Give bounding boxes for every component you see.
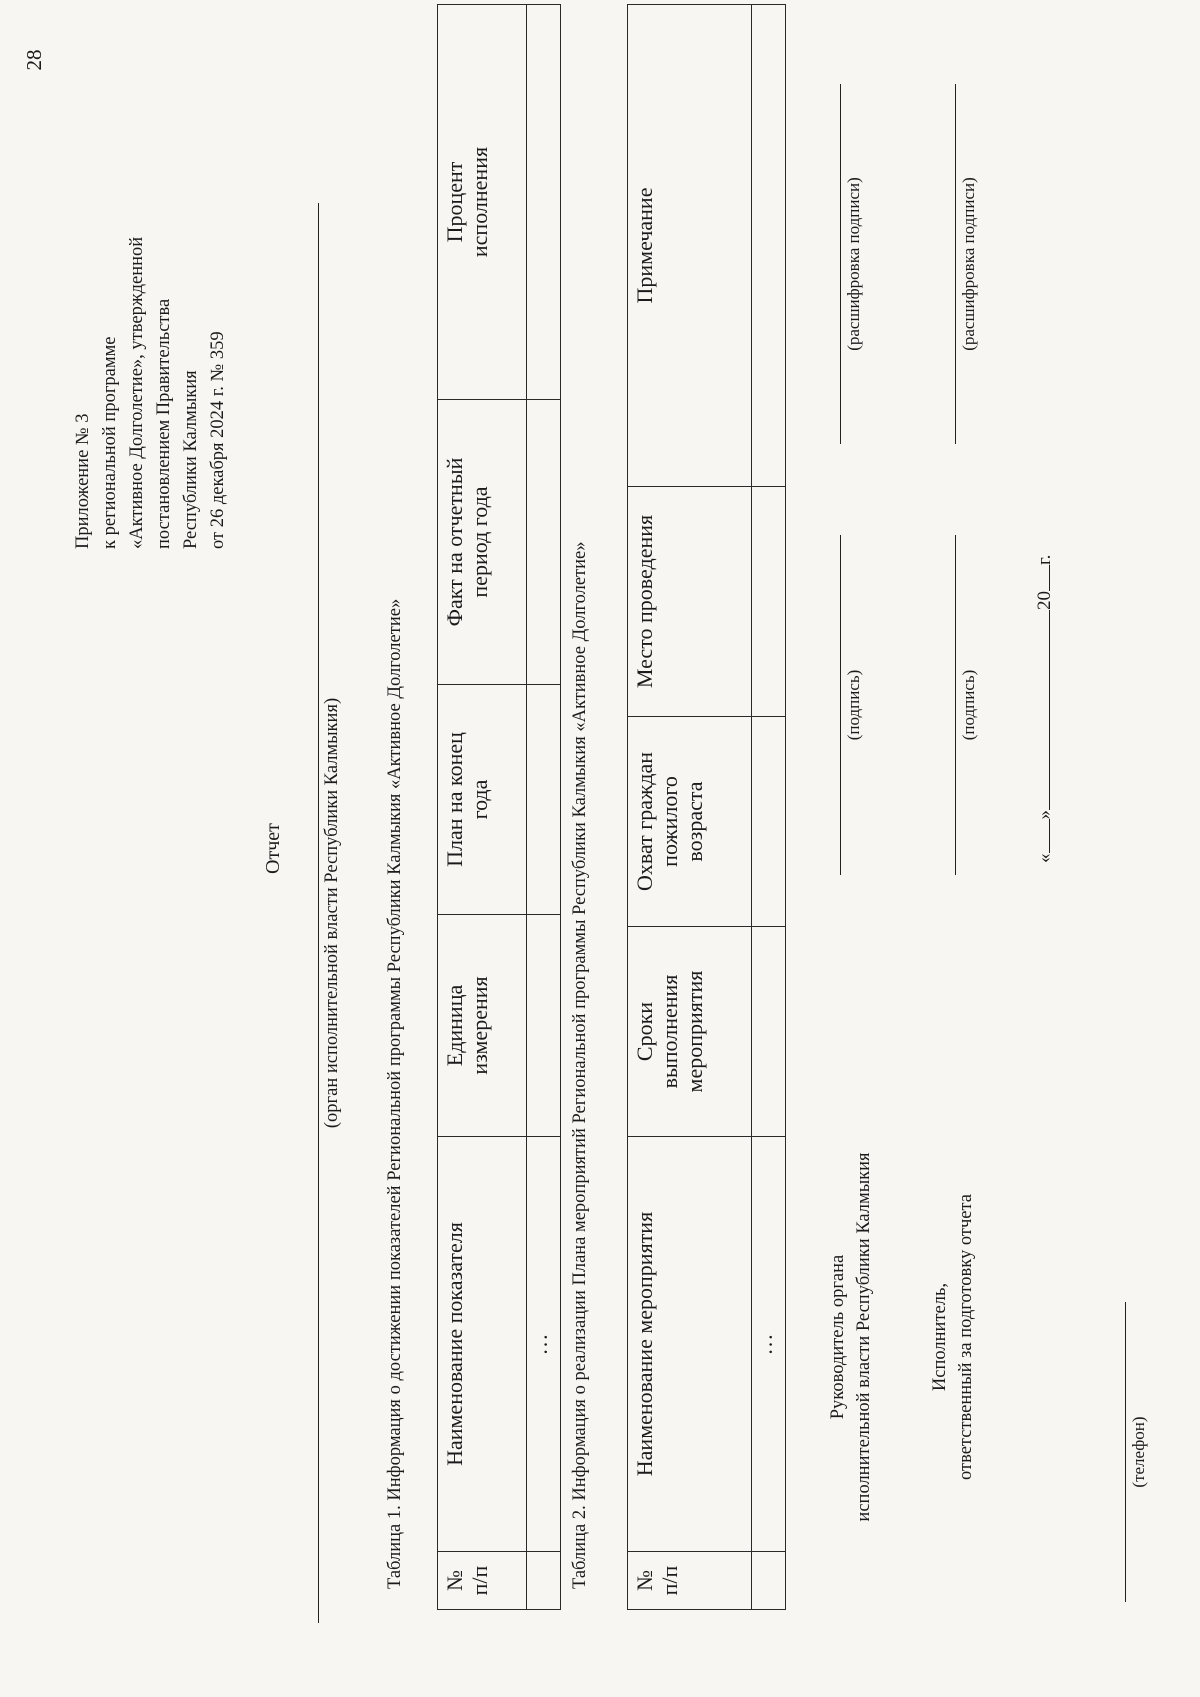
year-suffix: г. xyxy=(1034,554,1055,565)
column-header-note: Примечание xyxy=(628,5,752,487)
table1-caption: Таблица 1. Информация о достижении показателей Региональной программы Республики Калмыкия «Активное Долголетие» xyxy=(385,598,405,1589)
phone-line xyxy=(1125,1302,1126,1602)
table-cell xyxy=(752,1552,786,1610)
date-close-quote: » xyxy=(1034,810,1055,820)
activities-table xyxy=(627,4,786,1610)
appendix-line: постановлением Правительства xyxy=(154,298,174,549)
table-cell: … xyxy=(527,1137,561,1552)
month-blank xyxy=(1030,610,1050,810)
table-row xyxy=(527,5,561,1610)
executor-signature-line xyxy=(955,535,956,875)
table-cell xyxy=(527,685,561,915)
column-header-indicator-name: Наименование показателя xyxy=(438,1137,527,1552)
column-header-deadlines: Сроки выполнения мероприятия xyxy=(628,927,752,1137)
appendix-block xyxy=(70,29,232,549)
executor-signature-caption: (подпись) xyxy=(959,669,978,741)
head-decode-caption: (расшифровка подписи) xyxy=(844,177,863,351)
column-header-unit: Единица измерения xyxy=(438,915,527,1137)
table-cell: … xyxy=(752,1137,786,1552)
table-row xyxy=(752,5,786,1610)
executor-decode-line xyxy=(955,84,956,444)
document-title: Отчет xyxy=(262,823,284,874)
executor-decode-caption: (расшифровка подписи) xyxy=(959,177,978,351)
table-cell xyxy=(527,400,561,685)
table-cell xyxy=(752,487,786,717)
table-cell xyxy=(527,5,561,400)
table-header-row xyxy=(438,5,527,1610)
head-signature-line xyxy=(840,535,841,875)
organ-caption: (орган исполнительной власти Республики Калмыкия) xyxy=(322,697,342,1129)
organ-fill-line xyxy=(318,203,319,1623)
column-header-plan: План на конец года xyxy=(438,685,527,915)
indicators-table xyxy=(437,4,561,1610)
appendix-line: к региональной программе xyxy=(100,336,120,549)
day-blank xyxy=(1030,820,1050,854)
page-number: 28 xyxy=(22,49,46,71)
column-header-venue: Место проведения xyxy=(628,487,752,717)
column-header-number: № п/п xyxy=(438,1552,527,1610)
phone-caption: (телефон) xyxy=(1129,1416,1148,1488)
head-decode-line xyxy=(840,84,841,444)
appendix-line: Приложение № 3 xyxy=(73,413,93,549)
table-header-row xyxy=(628,5,752,1610)
table-cell xyxy=(752,5,786,487)
table-cell xyxy=(527,1552,561,1610)
head-signatory-label: Руководитель органа исполнительной власти Республики Калмыкия xyxy=(828,1152,874,1522)
date-open-quote: « xyxy=(1034,853,1055,863)
table-cell xyxy=(752,717,786,927)
year-prefix: 20 xyxy=(1034,591,1055,610)
column-header-coverage: Охват граждан пожилого возраста xyxy=(628,717,752,927)
appendix-line: от 26 декабря 2024 г. № 359 xyxy=(208,331,228,549)
column-header-percent: Процент исполнения xyxy=(438,5,527,400)
column-header-fact: Факт на отчетный период года xyxy=(438,400,527,685)
column-header-activity-name: Наименование мероприятия xyxy=(628,1137,752,1552)
executor-signatory-label: Исполнитель, ответственный за подготовку отчета xyxy=(930,1194,976,1480)
appendix-line: Республики Калмыкия xyxy=(181,370,201,549)
year-blank xyxy=(1030,565,1050,591)
column-header-number: № п/п xyxy=(628,1552,752,1610)
appendix-line: «Активное Долголетие», утвержденной xyxy=(127,236,147,549)
table2-caption: Таблица 2. Информация о реализации Плана мероприятий Региональной программы Республики Калмыкия «Активное Долголетие» xyxy=(570,541,590,1589)
table-cell xyxy=(752,927,786,1137)
head-signature-caption: (подпись) xyxy=(844,669,863,741)
table-cell xyxy=(527,915,561,1137)
date-line xyxy=(1030,555,1056,863)
